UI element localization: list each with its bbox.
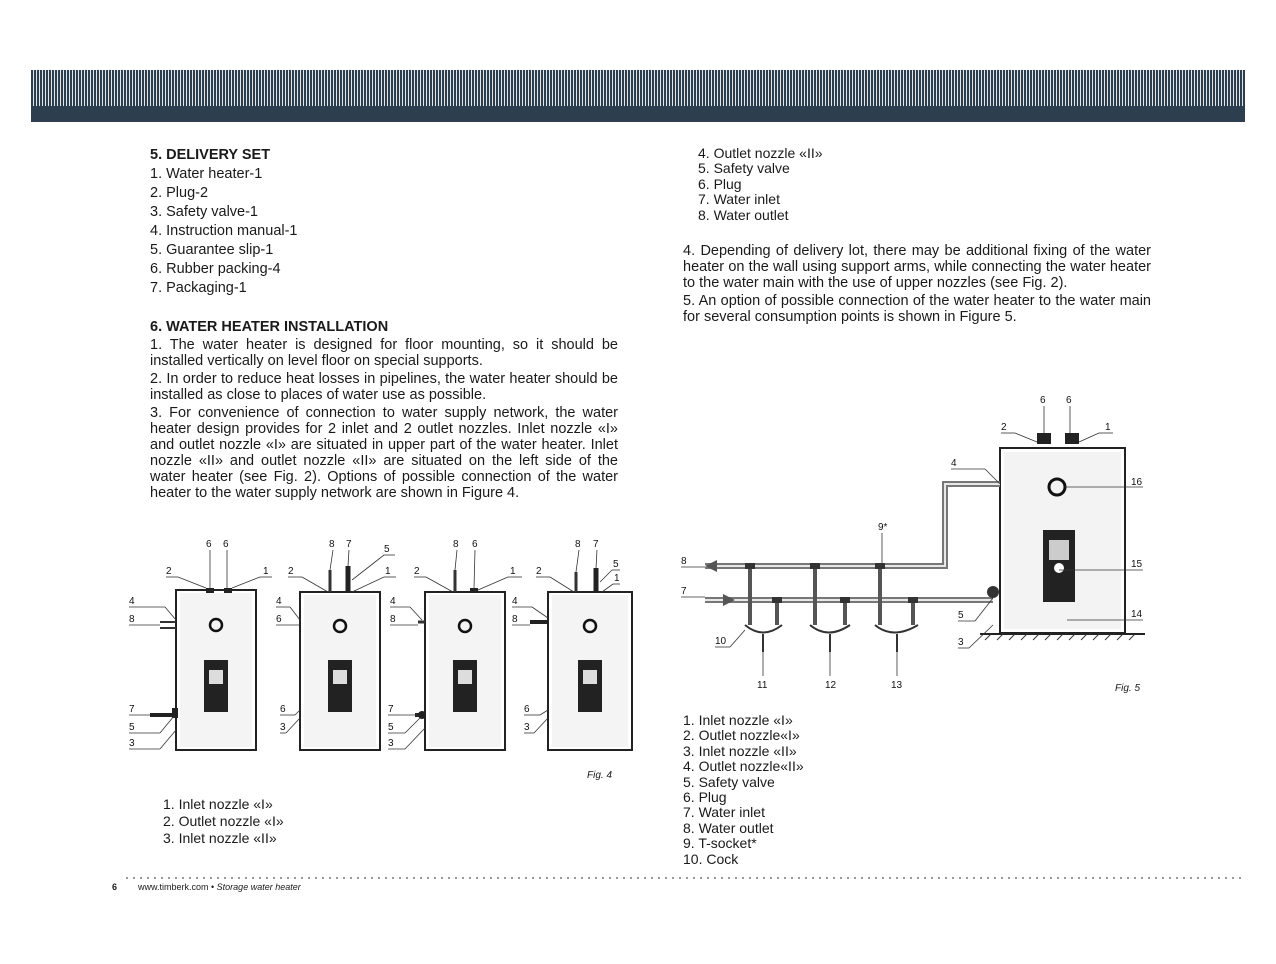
footer-divider xyxy=(126,877,1244,879)
fig4-u4-top-b: 7 xyxy=(593,539,599,550)
fig4-u3-bottom-a: 7 xyxy=(388,704,394,715)
delivery-heading: 5. DELIVERY SET xyxy=(150,147,271,163)
list-item: 7. Packaging-1 xyxy=(150,280,247,296)
fig4-u3-top-a: 8 xyxy=(453,539,459,550)
page-number: 6 xyxy=(112,882,118,892)
fig4-unit-4 xyxy=(512,539,632,750)
list-item: 3. Inlet nozzle «II» xyxy=(163,830,277,846)
installation-heading: 6. WATER HEATER INSTALLATION xyxy=(150,319,389,335)
fig4-u1-right-top: 1 xyxy=(263,566,269,577)
fig4-u3-right-top: 1 xyxy=(510,566,516,577)
fig5-label-6b: 6 xyxy=(1066,395,1072,406)
fig4-u2-bottom-a: 6 xyxy=(280,704,286,715)
fig4-u1-left-top: 2 xyxy=(166,566,172,577)
fig4-u4-top-d: 1 xyxy=(614,573,620,584)
list-item: 7. Water inlet xyxy=(698,191,780,208)
fig5-label-13: 13 xyxy=(891,680,903,691)
fig4-u2-top-a: 8 xyxy=(329,539,335,550)
fig4-u3-top-b: 6 xyxy=(472,539,478,550)
fig4-u3-left-top: 2 xyxy=(414,566,420,577)
fig5-label-15: 15 xyxy=(1131,559,1143,570)
fig4-unit-3 xyxy=(388,539,522,750)
fig5-label-16: 16 xyxy=(1131,477,1143,488)
fig4-u2-side-a: 4 xyxy=(276,596,282,607)
fig5-label-7: 7 xyxy=(681,586,687,597)
list-item: 2. Plug-2 xyxy=(150,185,209,201)
fig5-label-10: 10 xyxy=(715,636,727,647)
fig5-label-3: 3 xyxy=(958,637,964,648)
fig4-u1-top-a: 6 xyxy=(206,539,212,550)
fig4-caption: Fig. 4 xyxy=(587,770,613,781)
installation-para-1: 1. The water heater is designed for floor mounting, so it should be installed vertically on level floor on special supports. xyxy=(150,337,618,369)
list-item: 5. Safety valve xyxy=(698,160,790,177)
fig4-u1-side-b: 8 xyxy=(129,614,135,625)
fig4-u2-bottom-b: 3 xyxy=(280,722,286,733)
fig5-legend xyxy=(683,713,804,867)
installation-para-4: 4. Depending of delivery lot, there may be additional fixing of the water heater on the wall using support arms, while connecting the water heater to the water main with the use of upper nozzles (see Fig. 2). xyxy=(683,243,1151,292)
header-band xyxy=(31,70,1245,122)
fig5-label-9: 9* xyxy=(878,522,888,533)
list-item: 10. Cock xyxy=(683,850,739,867)
fig4-u1-bottom-c: 3 xyxy=(129,738,135,749)
figure-4 xyxy=(120,530,640,770)
list-item: 8. Water outlet xyxy=(683,819,774,836)
list-item: 5. Safety valve xyxy=(683,773,775,790)
fig4-u1-bottom-a: 7 xyxy=(129,704,135,715)
list-item: 2. Outlet nozzle «I» xyxy=(163,813,284,829)
fig4-u1-side-a: 4 xyxy=(129,596,135,607)
fig4-unit-1 xyxy=(129,539,272,750)
fig5-caption: Fig. 5 xyxy=(1115,683,1141,694)
list-item: 1. Inlet nozzle «I» xyxy=(163,796,273,812)
fig4-u4-bottom-a: 6 xyxy=(524,704,530,715)
fig4-u2-top-c: 5 xyxy=(384,544,390,555)
list-item: 8. Water outlet xyxy=(698,206,789,223)
list-item: 6. Plug xyxy=(698,175,742,192)
fig4-u4-bottom-b: 3 xyxy=(524,722,530,733)
fig4-u3-bottom-c: 3 xyxy=(388,738,394,749)
fig5-label-1: 1 xyxy=(1105,422,1111,433)
list-item: 6. Rubber packing-4 xyxy=(150,261,281,277)
footer-text xyxy=(138,882,301,892)
fig4-legend-continued xyxy=(698,146,1151,223)
fig4-unit-2 xyxy=(276,539,396,750)
fig4-u3-side-b: 8 xyxy=(390,614,396,625)
figure-5 xyxy=(675,390,1155,695)
fig4-u4-top-a: 8 xyxy=(575,539,581,550)
fig4-u2-side-b: 6 xyxy=(276,614,282,625)
right-column xyxy=(683,146,1151,327)
footer-sep: • xyxy=(208,882,217,892)
footer-doc: Storage water heater xyxy=(216,882,301,892)
list-item: 3. Safety valve-1 xyxy=(150,204,258,220)
list-item: 9. T-socket* xyxy=(683,835,757,852)
list-item: 4. Outlet nozzle«II» xyxy=(683,758,804,775)
list-item: 4. Outlet nozzle «II» xyxy=(698,145,823,161)
fig4-u4-side-a: 4 xyxy=(512,596,518,607)
list-item: 1. Water heater-1 xyxy=(150,166,263,182)
fig5-label-4: 4 xyxy=(951,458,957,469)
installation-para-2: 2. In order to reduce heat losses in pipelines, the water heater should be installed as close to places of water use as possible. xyxy=(150,371,618,403)
fig4-u1-top-b: 6 xyxy=(223,539,229,550)
fig5-label-6a: 6 xyxy=(1040,395,1046,406)
list-item: 1. Inlet nozzle «I» xyxy=(683,712,793,728)
list-item: 5. Guarantee slip-1 xyxy=(150,242,274,258)
fig4-u2-right-top: 1 xyxy=(385,566,391,577)
fig4-u3-side-a: 4 xyxy=(390,596,396,607)
list-item: 2. Outlet nozzle«I» xyxy=(683,727,800,744)
left-column xyxy=(150,146,618,503)
list-item: 6. Plug xyxy=(683,789,727,806)
installation-para-3: 3. For convenience of connection to water supply network, the water heater design provides for 2 inlet and 2 outlet nozzles. Inlet nozzle «I» and outlet nozzle «I» are situated in upper part of the water heater. Inlet nozzle «II» and outlet nozzle «II» are situated on the left side of the water heater (see Fig. 2). Options of possible connection of the water heater to the water supply network are shown in Figure 4. xyxy=(150,405,618,501)
fig5-label-8: 8 xyxy=(681,556,687,567)
fig4-u1-bottom-b: 5 xyxy=(129,722,135,733)
fig5-label-2: 2 xyxy=(1001,422,1007,433)
fig4-legend xyxy=(163,796,284,847)
fig5-label-5: 5 xyxy=(958,610,964,621)
delivery-list xyxy=(150,165,618,298)
footer-site: www.timberk.com xyxy=(138,882,209,892)
fig5-label-14: 14 xyxy=(1131,609,1143,620)
fig4-u4-top-c: 5 xyxy=(613,559,619,570)
fig4-u4-left-top: 2 xyxy=(536,566,542,577)
fig5-label-12: 12 xyxy=(825,680,837,691)
list-item: 7. Water inlet xyxy=(683,804,765,821)
list-item: 4. Instruction manual-1 xyxy=(150,223,298,239)
fig4-u2-top-b: 7 xyxy=(346,539,352,550)
fig4-u3-bottom-b: 5 xyxy=(388,722,394,733)
fig4-u4-side-b: 8 xyxy=(512,614,518,625)
fig4-u2-left-top: 2 xyxy=(288,566,294,577)
installation-para-5: 5. An option of possible connection of the water heater to the water main for several consumption points is shown in Figure 5. xyxy=(683,293,1151,326)
header-stripes xyxy=(31,70,1245,106)
fig5-label-11: 11 xyxy=(757,680,768,691)
list-item: 3. Inlet nozzle «II» xyxy=(683,742,797,759)
